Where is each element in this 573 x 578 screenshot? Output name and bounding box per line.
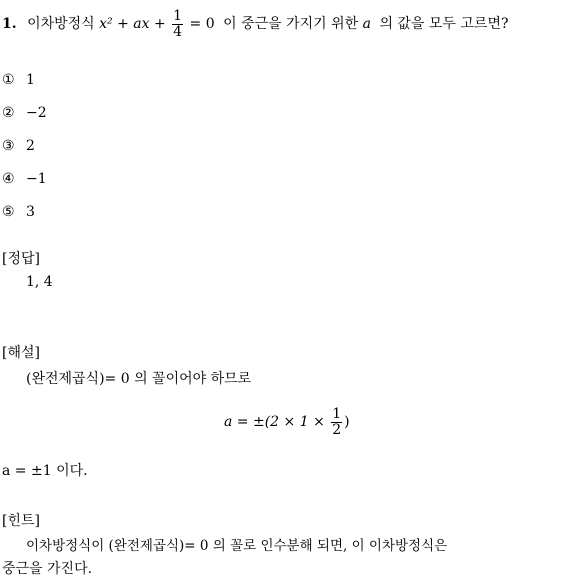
- explanation-fraction-numerator: 1: [332, 405, 342, 422]
- question-text-after: 의 값을 모두 고르면?: [379, 16, 509, 32]
- question-fraction-denominator: 4: [173, 23, 183, 40]
- choice-value-5: 3: [26, 204, 35, 220]
- choice-4[interactable]: [2, 171, 47, 187]
- explanation-eq-left: a = ±(2 × 1 ×: [224, 414, 325, 430]
- choice-1[interactable]: [2, 72, 35, 88]
- choice-2[interactable]: [2, 105, 47, 121]
- choice-5[interactable]: [2, 204, 35, 220]
- choice-mark-4: ④: [2, 171, 15, 187]
- explanation-fraction-denominator: 2: [332, 421, 342, 438]
- choice-mark-2: ②: [2, 105, 15, 121]
- question-text-mid: 이 중근을 가지기 위한: [223, 16, 359, 32]
- choice-value-2: −2: [26, 105, 47, 121]
- choice-value-3: 2: [26, 138, 35, 154]
- hint-line-1: 이차방정식이 (완전제곱식)= 0 의 꼴로 인수분해 되면, 이 이차방정식은: [26, 538, 448, 554]
- explanation-equation: [224, 402, 350, 442]
- choice-3[interactable]: [2, 138, 35, 154]
- question-fraction: [172, 9, 183, 40]
- question-equation-right: = 0: [189, 16, 215, 32]
- explanation-line-1: (완전제곱식)= 0 의 꼴이어야 하므로: [26, 371, 252, 387]
- hint-line-2: 중근을 가진다.: [2, 561, 93, 577]
- question-equation-left: x² + ax +: [99, 16, 166, 32]
- choice-mark-3: ③: [2, 138, 15, 154]
- answer-value: 1, 4: [26, 274, 53, 290]
- question-text-before: 이차방정식: [27, 16, 95, 32]
- question-fraction-numerator: 1: [173, 7, 183, 24]
- choice-value-1: 1: [26, 72, 35, 88]
- choice-value-4: −1: [26, 171, 47, 187]
- choice-mark-1: ①: [2, 72, 15, 88]
- hint-label: [힌트]: [2, 513, 40, 529]
- choice-mark-5: ⑤: [2, 204, 15, 220]
- explanation-label: [해설]: [2, 345, 40, 361]
- question-line: [2, 8, 509, 40]
- explanation-eq-right: ): [344, 414, 350, 430]
- answer-label: [정답]: [2, 251, 40, 267]
- question-number: 1.: [2, 16, 17, 32]
- question-variable: a: [362, 16, 371, 32]
- explanation-fraction: [331, 407, 342, 438]
- explanation-conclusion: a = ±1 이다.: [2, 463, 88, 479]
